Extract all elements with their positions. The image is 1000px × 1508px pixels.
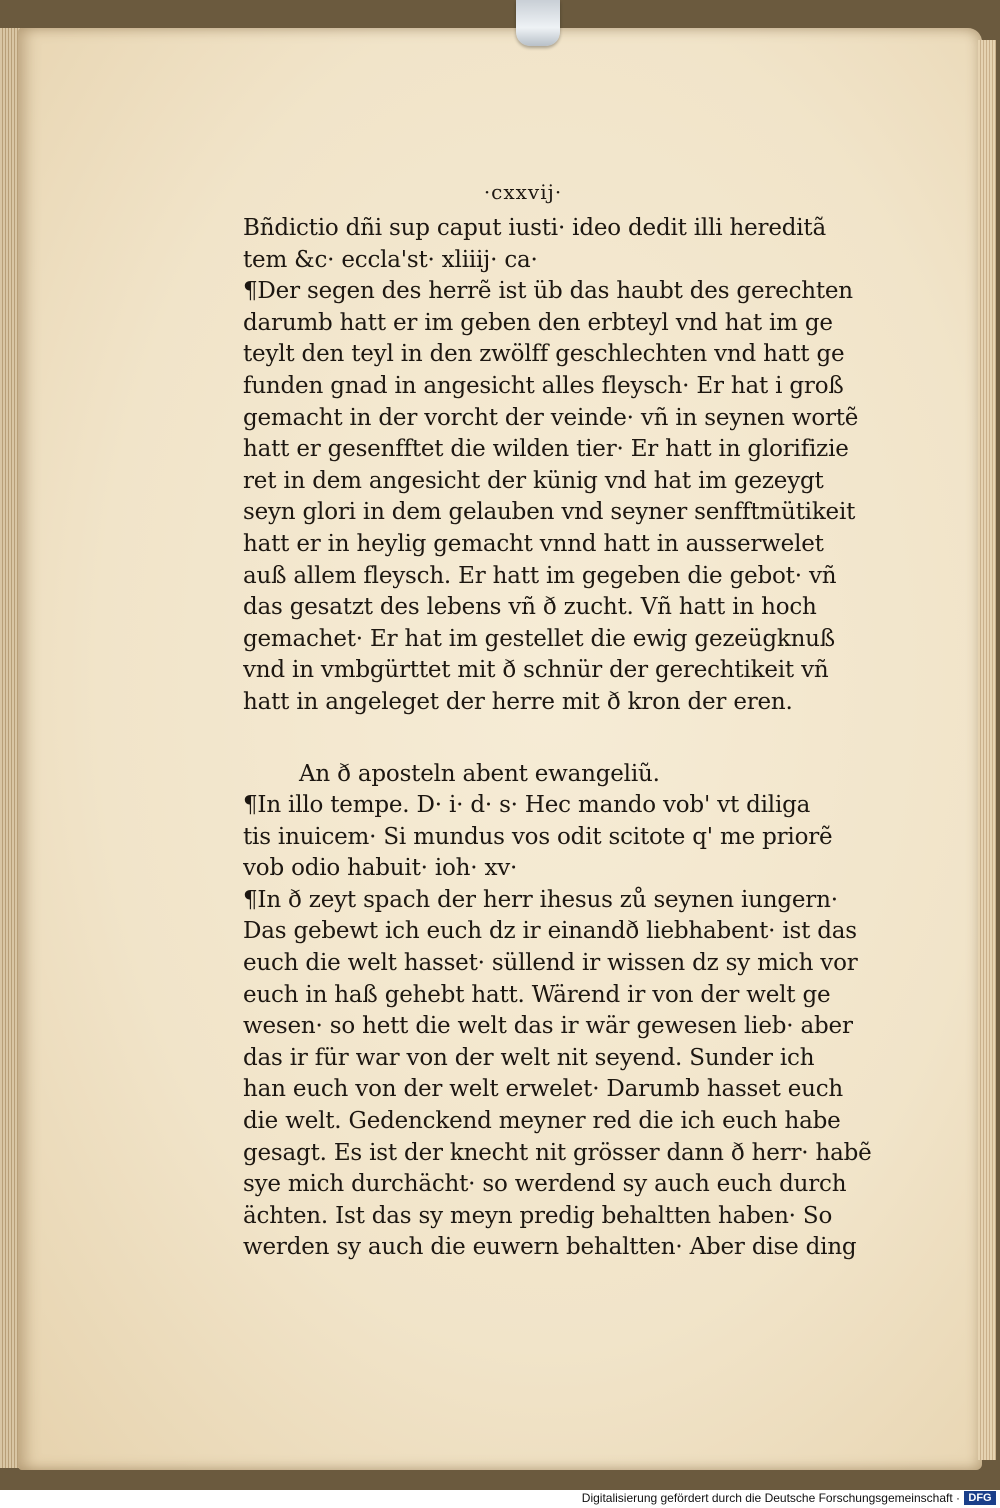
text-line: hatt er in heylig gemacht vnnd hatt in ausserwelet <box>243 530 824 557</box>
text-line: wesen· so hett die welt das ir wär gewesen lieb· aber <box>243 1013 853 1040</box>
text-line: ¶In ð zeyt spach der herr ihesus zů seynen iungern· <box>243 886 838 913</box>
footer-bar <box>0 1490 1000 1508</box>
text-line: hatt in angeleget der herre mit ð kron der eren. <box>243 688 793 715</box>
funding-credit: Digitalisierung gefördert durch die Deutsche Forschungsgemeinschaft · <box>581 1491 960 1505</box>
text-line: Das gebewt ich euch dz ir einandð liebhabent· ist das <box>243 918 857 945</box>
text-line: teylt den teyl in den zwölff geschlechten vnd hatt ge <box>243 341 845 368</box>
text-line: ¶In illo tempe. D· i· d· s· Hec mando vob' vt diliga <box>243 792 811 819</box>
text-line: gesagt. Es ist der knecht nit grösser dann ð herr· habẽ <box>243 1139 872 1166</box>
book-edge-right <box>978 40 996 1460</box>
text-block <box>243 213 883 1264</box>
folio-number: ·cxxvij· <box>483 180 563 204</box>
text-line: das ir für war von der welt nit seyend. Sunder ich <box>243 1044 815 1071</box>
section-gap <box>243 719 883 759</box>
text-line: auß allem fleysch. Er hatt im gegeben die gebot· vñ <box>243 562 837 589</box>
text-line: funden gnad in angesicht alles fleysch· Er hat i groß <box>243 372 844 399</box>
text-line: gemacht in der vorcht der veinde· vñ in seynen wortẽ <box>243 404 859 431</box>
text-line: darumb hatt er im geben den erbteyl vnd hat im ge <box>243 309 833 336</box>
text-line: gemachet· Er hat im gestellet die ewig gezeügknuß <box>243 625 835 652</box>
text-line: tis inuicem· Si mundus vos odit scitote q' me priorẽ <box>243 823 833 850</box>
text-line: vob odio habuit· ioh· xv· <box>243 855 518 882</box>
text-line: Bñdictio dñi sup caput iusti· ideo dedit illi hereditã <box>243 215 826 241</box>
text-line: seyn glori in dem gelauben vnd seyner senfftmütikeit <box>243 499 856 526</box>
text-line: ¶Der segen des herrẽ ist üb das haubt des gerechten <box>243 278 853 305</box>
text-line: han euch von der welt erwelet· Darumb hasset euch <box>243 1076 844 1103</box>
text-line: ächten. Ist das sy meyn predig behaltten haben· So <box>243 1202 833 1229</box>
dfg-logo: DFG <box>964 1491 996 1505</box>
text-line: ret in dem angesicht der künig vnd hat im gezeygt <box>243 467 824 494</box>
text-line: hatt er gesenfftet die wilden tier· Er hatt in glorifizie <box>243 436 849 463</box>
text-line: vnd in vmbgürttet mit ð schnür der gerechtikeit vñ <box>243 657 829 684</box>
text-line: euch die welt hasset· süllend ir wissen dz sy mich vor <box>243 950 858 977</box>
text-line: sye mich durchächt· so werdend sy auch euch durch <box>243 1171 847 1198</box>
text-line: das gesatzt des lebens vñ ð zucht. Vñ hatt in hoch <box>243 594 817 621</box>
page-clip <box>516 0 560 46</box>
text-line: werden sy auch die euwern behaltten· Aber dise ding <box>243 1234 857 1261</box>
section-heading: An ð aposteln abent ewangeliũ. <box>299 760 660 787</box>
text-line: die welt. Gedenckend meyner red die ich euch habe <box>243 1108 841 1135</box>
text-line: euch in haß gehebt hatt. Wärend ir von der welt ge <box>243 981 831 1008</box>
text-line: tem &c· eccla'st· xliiij· ca· <box>243 246 538 273</box>
